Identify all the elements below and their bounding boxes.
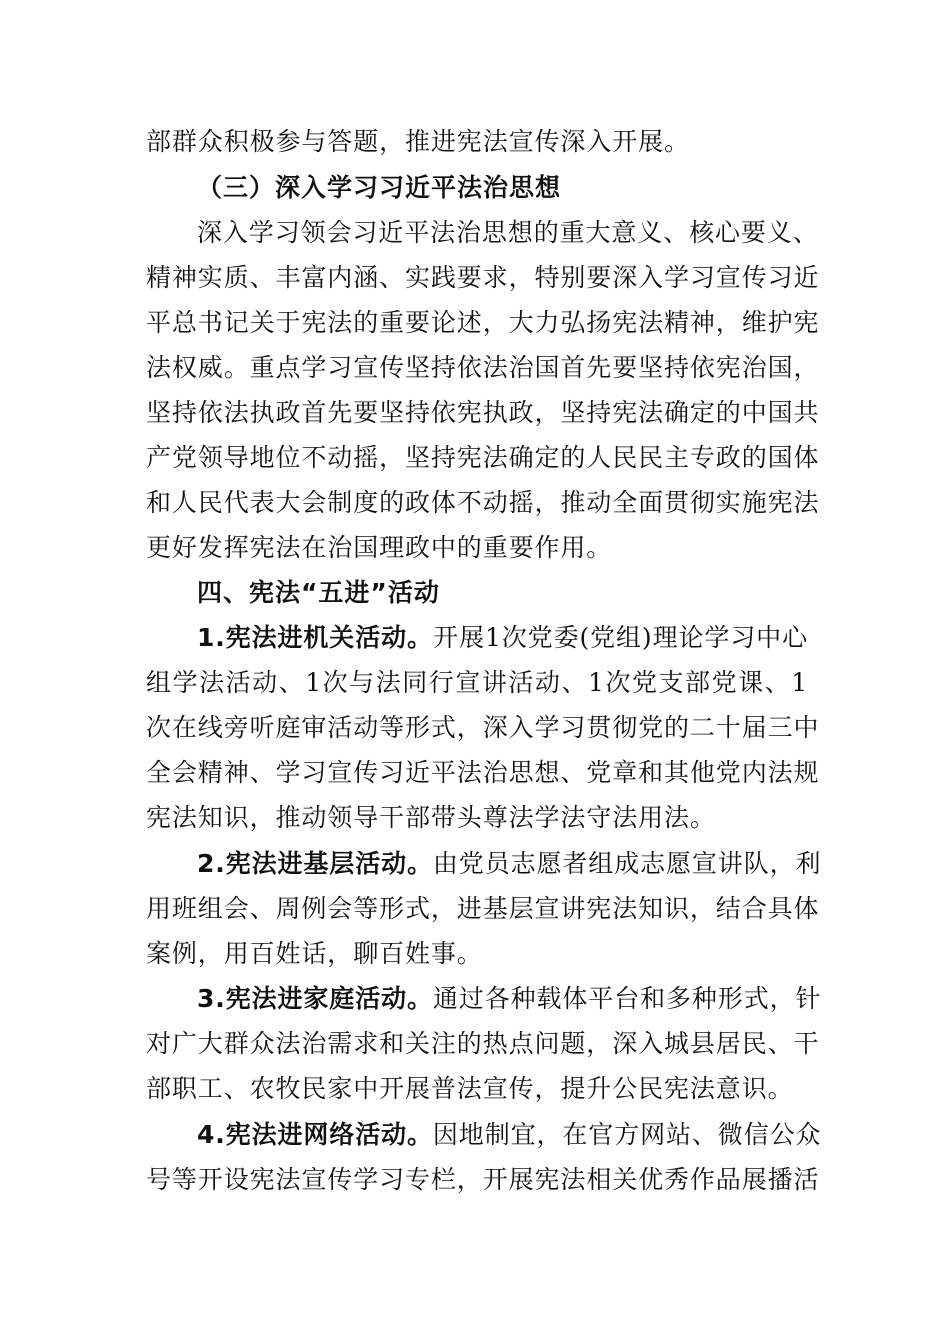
paragraph-line: 产党领导地位不动摇，坚持宪法确定的人民民主专政的国体: [146, 443, 820, 472]
list-item-first-line: [197, 1120, 822, 1150]
paragraph-line: 深入学习领会习近平法治思想的重大意义、核心要义、: [197, 218, 819, 247]
paragraph-line: 精神实质、丰富内涵、实践要求，特别要深入学习宣传习近: [146, 263, 820, 292]
paragraph-line: 更好发挥宪法在治国理政中的重要作用。: [146, 533, 613, 562]
item-lead: 1.宪法进机关活动。: [197, 623, 433, 652]
paragraph-line: 用班组会、周例会等形式，进基层宣讲宪法知识，结合具体: [146, 894, 820, 923]
paragraph-line: 法权威。重点学习宣传坚持依法治国首先要坚持依宪治国，: [146, 353, 820, 382]
paragraph-line: 案例，用百姓话，聊百姓事。: [146, 939, 483, 968]
item-text: 因地制宜，在官方网站、微信公众: [432, 1120, 822, 1149]
paragraph-line: 和人民代表大会制度的政体不动摇，推动全面贯彻实施宪法: [146, 488, 820, 517]
item-text: 由党员志愿者组成志愿宣讲队，利: [432, 849, 822, 878]
item-text: 开展1次党委(党组)理论学习中心: [433, 623, 808, 652]
section-heading: （三）深入学习习近平法治思想: [197, 173, 562, 202]
paragraph-line: 号等开设宪法宣传学习专栏，开展宪法相关优秀作品展播活: [146, 1165, 820, 1194]
paragraph-line: 次在线旁听庭审活动等形式，深入学习贯彻党的二十届三中: [146, 713, 820, 742]
paragraph-line: 坚持依法执政首先要坚持依宪执政，坚持宪法确定的中国共: [146, 398, 820, 427]
list-item-first-line: [197, 849, 822, 879]
paragraph-line: 宪法知识，推动领导干部带头尊法学法守法用法。: [146, 803, 716, 832]
item-lead: 4.宪法进网络活动。: [197, 1120, 433, 1149]
item-lead: 3.宪法进家庭活动。: [197, 984, 433, 1013]
paragraph-line: 全会精神、学习宣传习近平法治思想、党章和其他党内法规: [146, 758, 820, 787]
section-heading: 四、宪法“五进”活动: [197, 578, 440, 607]
paragraph-line: 对广大群众法治需求和关注的热点问题，深入城县居民、干: [146, 1029, 820, 1058]
list-item-first-line: [197, 984, 822, 1014]
paragraph-line: 部职工、农牧民家中开展普法宣传，提升公民宪法意识。: [146, 1074, 794, 1103]
item-text: 通过各种载体平台和多种形式，针: [432, 984, 822, 1013]
paragraph-line: 部群众积极参与答题，推进宪法宣传深入开展。: [146, 127, 690, 156]
paragraph-line: 组学法活动、1次与法同行宣讲活动、1次党支部党课、1: [146, 668, 808, 697]
list-item-first-line: [197, 623, 808, 653]
paragraph-line: 平总书记关于宪法的重要论述，大力弘扬宪法精神，维护宪: [146, 308, 820, 337]
item-lead: 2.宪法进基层活动。: [197, 849, 433, 878]
